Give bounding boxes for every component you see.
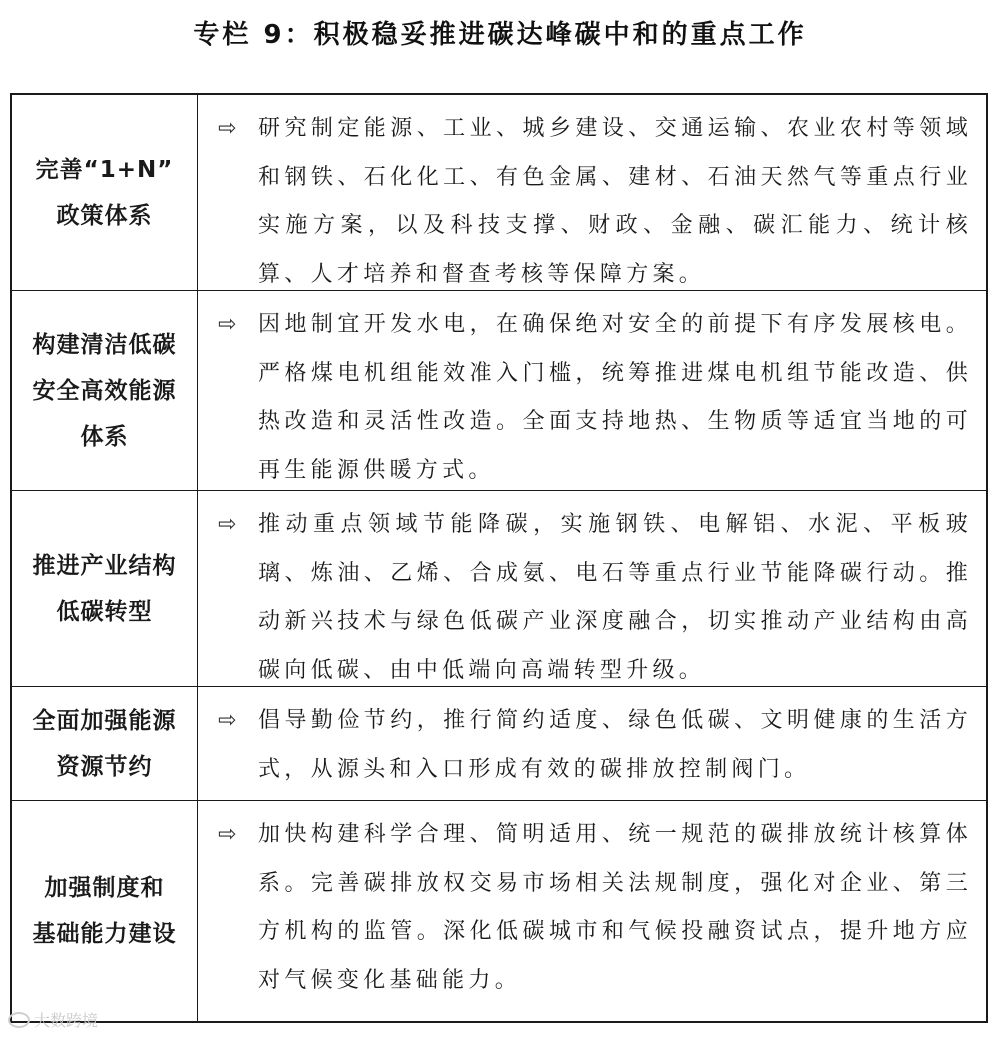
arrow-right-icon: ⇨ [218,512,237,537]
arrow-right-icon: ⇨ [218,822,237,847]
arrow-right-icon: ⇨ [218,708,237,733]
row-category: 构建清洁低碳 安全高效能源 体系 [12,291,198,490]
row-content [198,491,986,686]
row-text: 加快构建科学合理、简明适用、统一规范的碳排放统计核算体系。完善碳排放权交易市场相关法规制度，强化对企业、第三方机构的监管。深化低碳城市和气候投融资试点，提升地方应对气候变化基础能力。 [258,822,972,993]
row-content [198,95,986,290]
page-title: 专栏 9：积极稳妥推进碳达峰碳中和的重点工作 [193,20,807,50]
watermark [8,1008,98,1031]
row-category: 完善“1+N” 政策体系 [12,95,198,290]
row-text: 倡导勤俭节约，推行简约适度、绿色低碳、文明健康的生活方式，从源头和入口形成有效的碳排放控制阀门。 [258,708,972,782]
row-category: 推进产业结构 低碳转型 [12,491,198,686]
table-row [12,491,986,687]
arrow-right-icon: ⇨ [218,312,237,337]
table-row [12,801,986,1021]
table-row [12,687,986,801]
key-tasks-table [10,93,988,1023]
arrow-right-icon: ⇨ [218,116,237,141]
row-category: 全面加强能源 资源节约 [12,687,198,800]
row-content [198,687,986,800]
row-text: 推动重点领域节能降碳，实施钢铁、电解铝、水泥、平板玻璃、炼油、乙烯、合成氨、电石等重点行业节能降碳行动。推动新兴技术与绿色低碳产业深度融合，切实推动产业结构由高碳向低碳、由中低端向高端转型升级。 [258,512,972,683]
row-category: 加强制度和 基础能力建设 [12,801,198,1021]
row-content [198,801,986,1021]
row-text: 研究制定能源、工业、城乡建设、交通运输、农业农村等领域和钢铁、石化化工、有色金属、建材、石油天然气等重点行业实施方案，以及科技支撑、财政、金融、碳汇能力、统计核算、人才培养和督查考核等保障方案。 [258,116,972,287]
row-text: 因地制宜开发水电，在确保绝对安全的前提下有序发展核电。严格煤电机组能效准入门槛，统筹推进煤电机组节能改造、供热改造和灵活性改造。全面支持地热、生物质等适宜当地的可再生能源供暖方式。 [258,312,972,483]
table-row [12,95,986,291]
table-row [12,291,986,491]
weibo-logo-icon [8,1012,30,1028]
watermark-text: 大数跨境 [34,1011,99,1030]
row-content [198,291,986,490]
